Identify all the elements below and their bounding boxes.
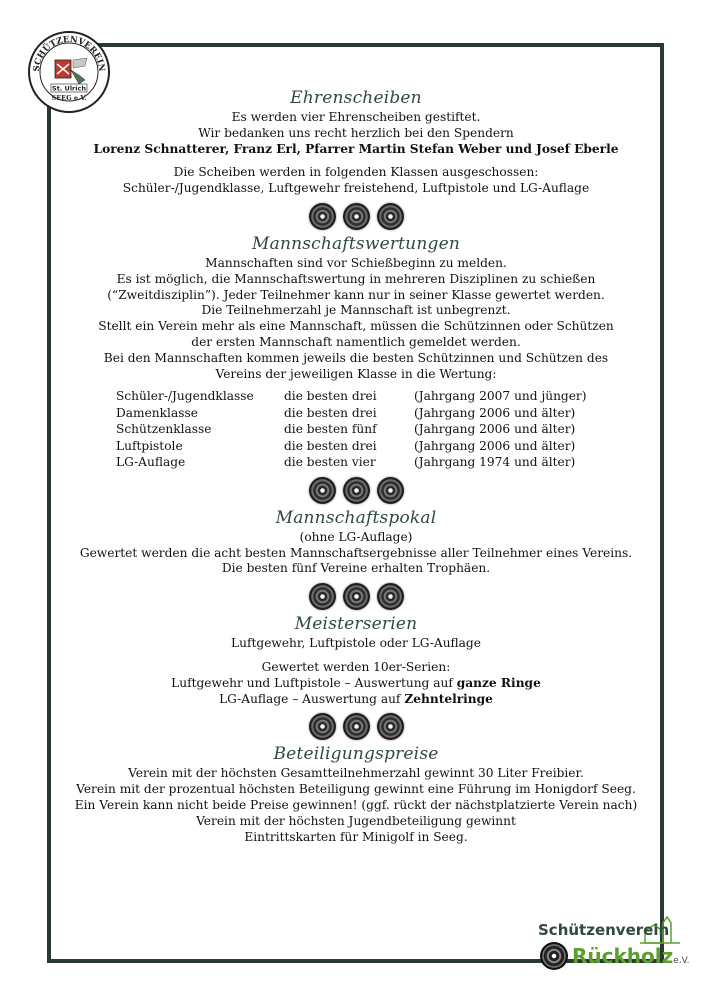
table-row <box>116 454 596 471</box>
emblem-bottom-text: SEEG e.V. <box>51 94 87 102</box>
target-icon <box>343 477 370 504</box>
meisterserien-line-2: Gewertet werden 10er-Serien: <box>261 660 451 675</box>
target-icon <box>377 477 404 504</box>
beteiligungspreise-line: Verein mit der höchsten Gesamtteilnehmerzahl gewinnt 30 Liter Freibier. <box>128 766 584 781</box>
ehrenscheiben-line-2: Wir bedanken uns recht herzlich bei den Spendern <box>198 125 514 140</box>
club-logo <box>532 915 690 977</box>
class-cell: Schüler-/Jugendklasse <box>116 389 254 404</box>
mannschaftspokal-subtitle: (ohne LG-Auflage) <box>299 529 413 544</box>
section-meisterserien <box>60 614 652 707</box>
beteiligungspreise-line: Verein mit der höchsten Jugendbeteiligung gewinnt <box>196 813 516 828</box>
year-cell: (Jahrgang 2006 und älter) <box>414 422 576 437</box>
club-logo-bottom <box>572 944 690 968</box>
club-logo-name: Rückholz <box>572 944 674 968</box>
meisterserien-line-4 <box>60 692 652 708</box>
meisterserien-line-3-prefix: Luftgewehr und Luftpistole – Auswertung auf <box>171 675 457 690</box>
year-cell: (Jahrgang 2006 und älter) <box>414 405 576 420</box>
divider-targets <box>60 477 652 504</box>
mannschaftswertungen-line: Mannschaften sind vor Schießbeginn zu melden. <box>205 255 507 270</box>
year-cell: (Jahrgang 1974 und älter) <box>414 455 576 470</box>
count-cell: die besten drei <box>284 438 377 453</box>
target-icon <box>377 583 404 610</box>
club-logo-target-icon <box>540 942 568 970</box>
target-icon <box>309 583 336 610</box>
count-cell: die besten vier <box>284 455 376 470</box>
mannschaftswertungen-title: Mannschaftswertungen <box>252 233 460 254</box>
ehrenscheiben-line-1: Es werden vier Ehrenscheiben gestiftet. <box>231 110 481 124</box>
ehrenscheiben-line-4: Schüler-/Jugendklasse, Luftgewehr freistehend, Luftpistole und LG-Auflage <box>122 181 590 196</box>
section-beteiligungspreise <box>60 744 652 845</box>
target-icon <box>343 203 370 230</box>
target-icon <box>309 203 336 230</box>
emblem-banner-text: St. Ulrich <box>52 84 86 93</box>
ehrenscheiben-donors: Lorenz Schnatterer, Franz Erl, Pfarrer Martin Stefan Weber und Josef Eberle <box>93 141 619 156</box>
emblem-arc-text: SCHÜTZENVEREIN <box>31 34 107 73</box>
mannschaftswertungen-line: der ersten Mannschaft namentlich gemeldet werden. <box>191 334 521 349</box>
divider-targets <box>60 583 652 610</box>
beteiligungspreise-line: Ein Verein kann nicht beide Preise gewinnen! (ggf. rückt der nächstplatzierte Verein nach) <box>74 798 638 813</box>
mannschaftspokal-title: Mannschaftspokal <box>275 507 437 528</box>
mannschaftswertungen-line: (“Zweitdisziplin”). Jeder Teilnehmer kann nur in seiner Klasse gewertet werden. <box>107 287 605 302</box>
target-icon <box>377 203 404 230</box>
meisterserien-line-3 <box>60 676 652 692</box>
year-cell: (Jahrgang 2007 und jünger) <box>414 389 587 404</box>
class-cell: Schützenklasse <box>116 422 212 437</box>
flyer-content <box>60 88 652 845</box>
mannschaftswertungen-line: Vereins der jeweiligen Klasse in die Wertung: <box>215 366 497 381</box>
meisterserien-line-4-prefix: LG-Auflage – Auswertung auf <box>219 691 405 706</box>
ehrenscheiben-title: Ehrenscheiben <box>290 88 422 108</box>
year-cell: (Jahrgang 2006 und älter) <box>414 438 576 453</box>
target-icon <box>343 583 370 610</box>
class-cell: LG-Auflage <box>116 455 186 470</box>
target-icon <box>309 713 336 740</box>
table-row <box>116 438 596 455</box>
beteiligungspreise-line: Verein mit der prozentual höchsten Beteiligung gewinnt eine Führung im Honigdorf Seeg. <box>76 782 636 797</box>
beteiligungspreise-title: Beteiligungspreise <box>273 744 439 765</box>
class-cell: Damenklasse <box>116 405 198 420</box>
divider-targets <box>60 713 652 740</box>
meisterserien-line-1: Luftgewehr, Luftpistole oder LG-Auflage <box>231 636 481 651</box>
divider-targets <box>60 203 652 230</box>
mannschaftswertungen-line: Bei den Mannschaften kommen jeweils die besten Schützinnen und Schützen des <box>103 350 609 365</box>
meisterserien-line-3-bold: ganze Ringe <box>456 675 541 690</box>
club-logo-top: Schützenverein <box>538 921 670 939</box>
mannschaftspokal-line-1: Gewertet werden die acht besten Mannschaftsergebnisse aller Teilnehmer eines Vereins. <box>79 545 633 560</box>
table-row <box>116 405 596 422</box>
meisterserien-line-4-bold: Zehntelringe <box>404 691 493 706</box>
target-icon <box>343 713 370 740</box>
section-mannschaftspokal <box>60 508 652 577</box>
mannschaftspokal-line-2: Die besten fünf Vereine erhalten Trophäen. <box>221 561 491 576</box>
count-cell: die besten drei <box>284 389 377 404</box>
section-ehrenscheiben <box>60 88 652 197</box>
team-classes-table <box>116 388 596 471</box>
meisterserien-title: Meisterserien <box>294 614 418 635</box>
target-icon <box>309 477 336 504</box>
ehrenscheiben-line-3: Die Scheiben werden in folgenden Klassen ausgeschossen: <box>173 165 539 180</box>
count-cell: die besten drei <box>284 405 377 420</box>
count-cell: die besten fünf <box>284 422 377 437</box>
mannschaftswertungen-line: Es ist möglich, die Mannschaftswertung in mehreren Disziplinen zu schießen <box>116 271 596 286</box>
beteiligungspreise-line: Eintrittskarten für Minigolf in Seeg. <box>244 829 468 844</box>
mannschaftswertungen-line: Die Teilnehmerzahl je Mannschaft ist unbegrenzt. <box>201 303 511 318</box>
club-logo-suffix: e.V. <box>673 956 690 966</box>
table-row <box>116 421 596 438</box>
table-row <box>116 388 596 405</box>
section-mannschaftswertungen <box>60 234 652 471</box>
target-icon <box>377 713 404 740</box>
class-cell: Luftpistole <box>116 438 183 453</box>
mannschaftswertungen-line: Stellt ein Verein mehr als eine Mannschaft, müssen die Schützinnen oder Schützen <box>98 319 614 334</box>
